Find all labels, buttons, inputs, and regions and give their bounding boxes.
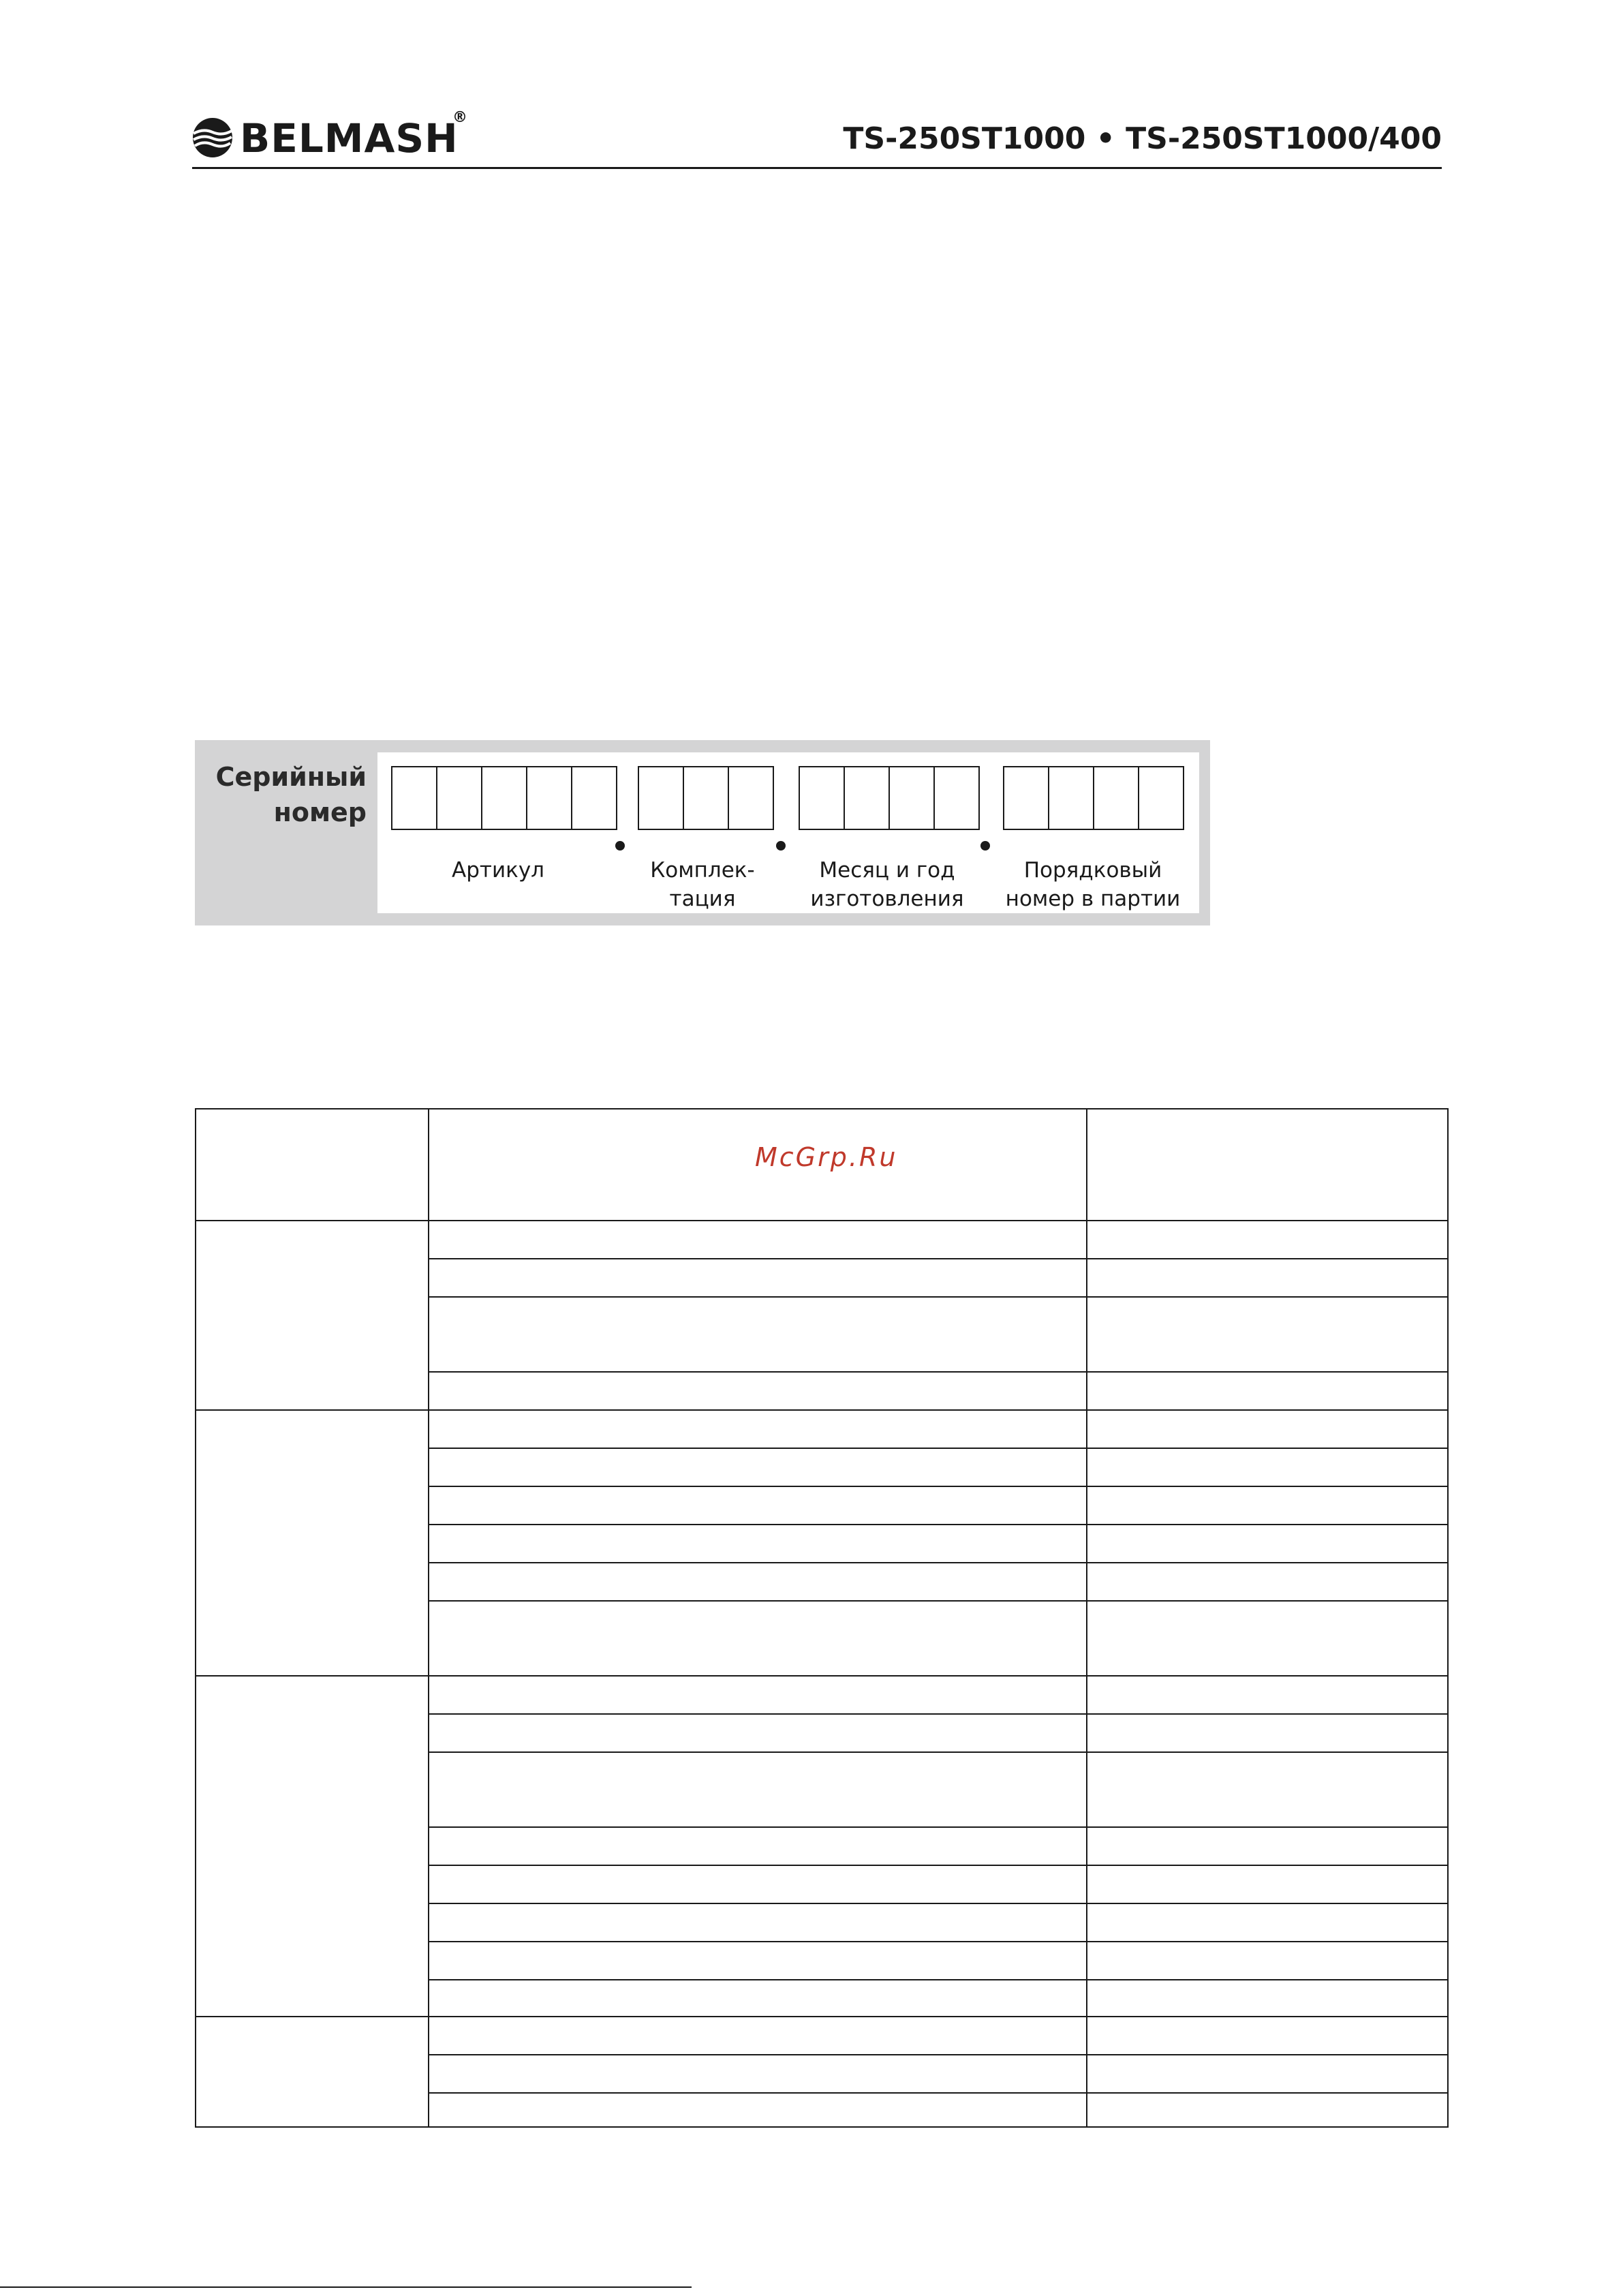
serial-group-label: Артикул [452, 858, 544, 883]
table-row-divider [428, 1979, 1449, 1980]
table-group-divider [195, 1220, 1449, 1221]
serial-cell[interactable] [728, 766, 774, 830]
table-row-divider [428, 1562, 1449, 1563]
table-row-divider [428, 1371, 1449, 1373]
brand-name: BELMASH [240, 115, 459, 162]
serial-group-batch [1003, 766, 1183, 830]
model-title: TS-250ST1000 • TS-250ST1000/400 [843, 121, 1442, 156]
table-row-divider [428, 2054, 1449, 2055]
table-row-divider [428, 1258, 1449, 1259]
separator-dot [980, 841, 990, 851]
brand-logo [192, 109, 478, 162]
table-row-divider [428, 1524, 1449, 1525]
table-row-divider [428, 1296, 1449, 1298]
separator-dot [615, 841, 625, 851]
table-border-left [195, 1108, 196, 2128]
table-group-divider [195, 2016, 1449, 2017]
serial-number-fields [377, 752, 1199, 913]
serial-cell[interactable] [571, 766, 617, 830]
serial-group-date [799, 766, 978, 830]
table-column-divider [428, 1108, 429, 2128]
registered-mark: ® [452, 109, 467, 126]
serial-cell[interactable] [1093, 766, 1139, 830]
table-border-bottom [195, 2126, 1449, 2128]
table-border-right [1447, 1108, 1449, 2128]
serial-group-article [391, 766, 616, 830]
separator-dot [776, 841, 786, 851]
serial-group-label: Комплек- тация [650, 858, 755, 911]
serial-cell[interactable] [933, 766, 980, 830]
serial-cell[interactable] [391, 766, 437, 830]
serial-cell[interactable] [799, 766, 845, 830]
table-row-divider [428, 1448, 1449, 1449]
table-column-divider [1086, 1108, 1087, 2128]
serial-cell[interactable] [844, 766, 890, 830]
serial-group-label: Порядковый номер в партии [1005, 858, 1181, 911]
serial-cell[interactable] [1003, 766, 1049, 830]
table-row-divider [428, 1751, 1449, 1753]
table-row-divider [428, 1486, 1449, 1487]
table-row-divider [428, 1826, 1449, 1828]
serial-number-label: Серийный номер [215, 762, 367, 827]
serial-cell[interactable] [1138, 766, 1184, 830]
table-row-divider [428, 1941, 1449, 1942]
watermark-text: McGrp.Ru [755, 1142, 898, 1172]
belmash-logo-icon [192, 117, 233, 158]
table-row-divider [428, 2092, 1449, 2094]
table-row-divider [428, 1865, 1449, 1866]
serial-group-config [638, 766, 773, 830]
serial-cell[interactable] [888, 766, 935, 830]
spec-table [195, 1108, 1449, 2128]
table-group-divider [195, 1409, 1449, 1411]
serial-cell[interactable] [683, 766, 729, 830]
header-divider [192, 167, 1442, 169]
table-row-divider [428, 1713, 1449, 1715]
serial-cell[interactable] [1048, 766, 1094, 830]
serial-group-label: Месяц и год изготовления [810, 858, 964, 911]
serial-cell[interactable] [526, 766, 572, 830]
serial-number-panel [195, 740, 1210, 925]
serial-cell[interactable] [481, 766, 527, 830]
footer-divider [0, 2286, 692, 2288]
table-group-divider [195, 1675, 1449, 1677]
table-border-top [195, 1108, 1449, 1109]
serial-cell[interactable] [638, 766, 684, 830]
table-row-divider [428, 1600, 1449, 1602]
serial-cell[interactable] [436, 766, 482, 830]
table-row-divider [428, 1903, 1449, 1904]
